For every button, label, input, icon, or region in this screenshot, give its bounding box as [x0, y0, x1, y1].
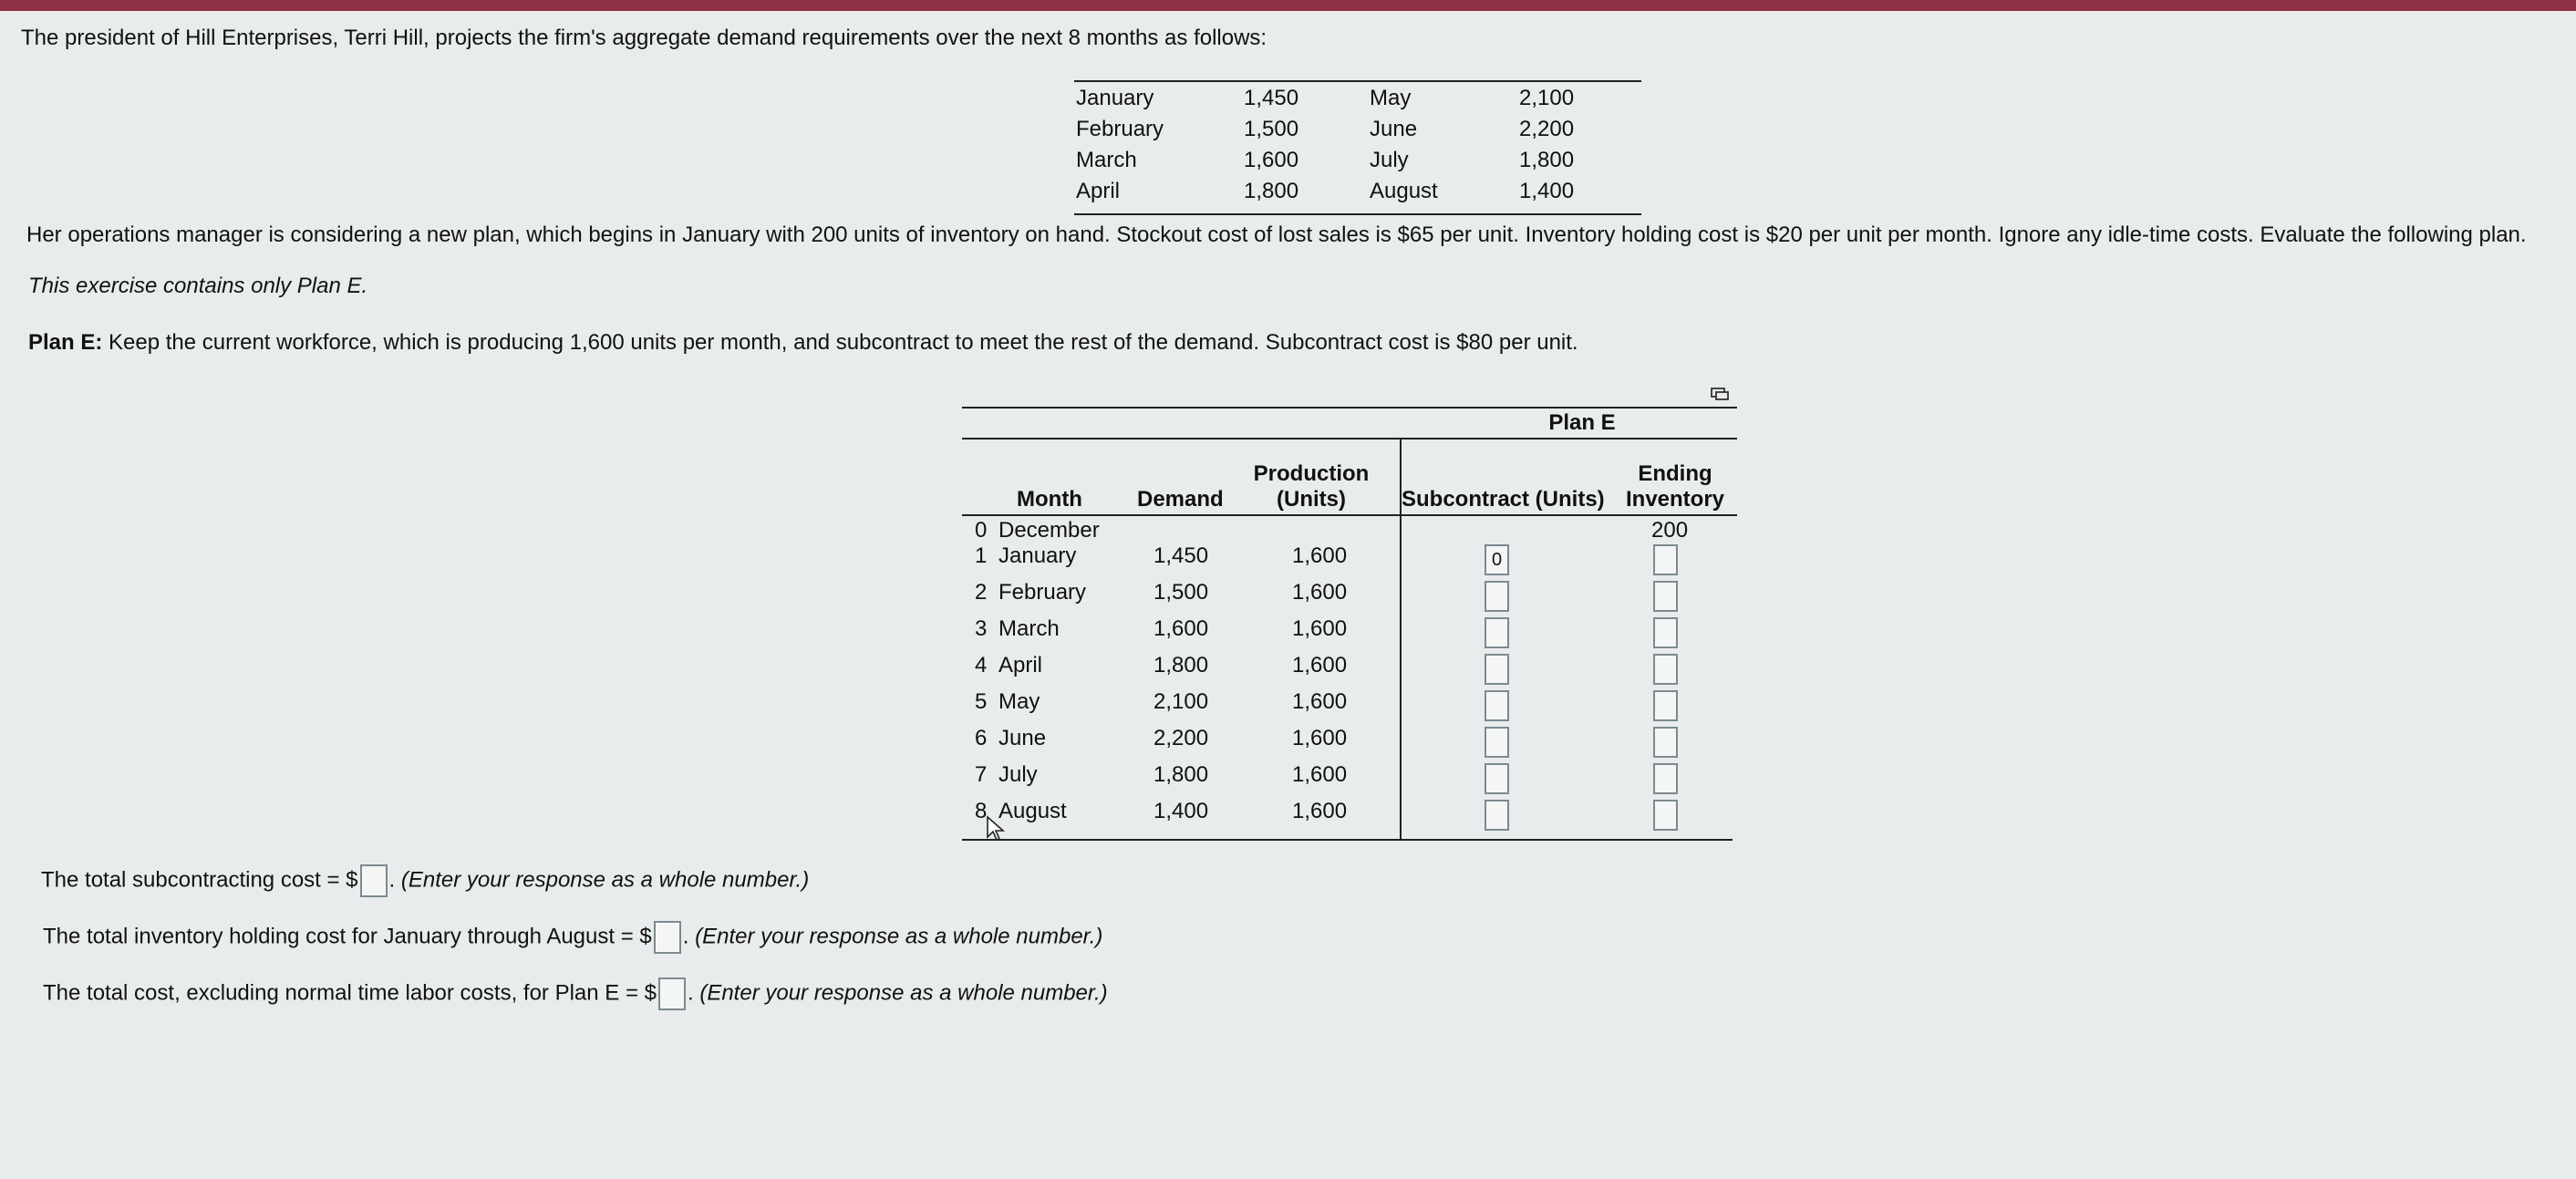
subcontract-input[interactable]: [1485, 690, 1509, 721]
subcontract-input[interactable]: [1485, 763, 1509, 794]
subcontract-header: Subcontract (Units): [1402, 487, 1605, 512]
row-month: August: [998, 799, 1067, 823]
holding-cost-input[interactable]: [654, 921, 681, 954]
demand-value: 1,450: [1244, 86, 1299, 110]
plan-description: Her operations manager is considering a new plan, which begins in January with 200 units of inventory on hand. Stockout cost of lost sales is $65 per unit. Inventory holding cost is $20 per unit per month. Ignore any idle-time costs. Evaluate the following plan.: [26, 222, 2527, 247]
production-header: [1252, 461, 1371, 512]
row-production: 1,600: [1292, 616, 1348, 641]
row-demand: 1,400: [1154, 799, 1209, 823]
demand-month: July: [1370, 148, 1409, 172]
month-header: Month: [1017, 487, 1082, 512]
subcontract-input[interactable]: [1485, 654, 1509, 685]
subcontracting-cost-input[interactable]: [360, 864, 388, 897]
question-text: The total inventory holding cost for January through August = $: [43, 924, 652, 949]
ending-inventory-input[interactable]: [1653, 727, 1678, 758]
ending-header-line1: Ending: [1638, 461, 1712, 486]
row-number: 5: [975, 689, 988, 714]
question-total-cost: The total cost, excluding normal time labor costs, for Plan E = $ . (Enter your response as a whole number.): [43, 977, 1108, 1010]
row-production: 1,600: [1292, 543, 1348, 568]
question-text: The total subcontracting cost = $: [41, 867, 358, 893]
table-divider: [1400, 438, 1402, 839]
demand-month: February: [1076, 117, 1164, 141]
row-month: July: [998, 762, 1038, 787]
subcontract-input[interactable]: [1485, 800, 1509, 831]
ending-header-line2: Inventory: [1625, 487, 1725, 512]
row-production: 1,600: [1292, 799, 1348, 823]
row-demand: 1,800: [1154, 762, 1209, 787]
row-demand: 1,500: [1154, 580, 1209, 605]
row-number: 8: [975, 799, 988, 823]
demand-value: 1,500: [1244, 117, 1299, 141]
row-month: June: [998, 726, 1047, 750]
row-demand: 1,450: [1154, 543, 1209, 568]
row-demand: 1,600: [1154, 616, 1209, 641]
row-number: 6: [975, 726, 988, 750]
demand-table: [1074, 80, 1641, 215]
row-number: 4: [975, 653, 988, 677]
demand-value: 2,200: [1519, 117, 1575, 141]
row-demand: 2,100: [1154, 689, 1209, 714]
row-production: 1,600: [1292, 762, 1348, 787]
row-number: 0: [975, 518, 988, 543]
row-production: 1,600: [1292, 726, 1348, 750]
row-production: 1,600: [1292, 689, 1348, 714]
ending-inventory-input[interactable]: [1653, 800, 1678, 831]
row-demand: 1,800: [1154, 653, 1209, 677]
row-number: 2: [975, 580, 988, 605]
production-header-line2: (Units): [1277, 487, 1346, 512]
row-production: 1,600: [1292, 653, 1348, 677]
question-holding-cost: The total inventory holding cost for January through August = $ . (Enter your response as a whole number.): [43, 921, 1102, 954]
row-number: 1: [975, 543, 988, 568]
question-hint: (Enter your response as a whole number.): [695, 924, 1103, 949]
ending-inventory-input[interactable]: [1653, 690, 1678, 721]
plan-e-label: Plan E:: [28, 330, 103, 355]
row-month: February: [998, 580, 1087, 605]
intro-text: The president of Hill Enterprises, Terri Hill, projects the firm's aggregate demand requirements over the next 8 months as follows:: [21, 26, 1267, 50]
row-production: 1,600: [1292, 580, 1348, 605]
question-hint: (Enter your response as a whole number.): [699, 980, 1108, 1006]
demand-month: April: [1076, 179, 1121, 203]
demand-month: May: [1370, 86, 1412, 110]
row-month: March: [998, 616, 1060, 641]
row-month: January: [998, 543, 1077, 568]
table-rule: [962, 839, 1733, 841]
copy-table-icon[interactable]: [1710, 387, 1730, 401]
demand-header: Demand: [1137, 487, 1224, 512]
total-cost-input[interactable]: [658, 977, 686, 1010]
demand-value: 1,600: [1244, 148, 1299, 172]
table-rule: [962, 514, 1737, 516]
table-rule: [962, 407, 1737, 409]
demand-value: 1,800: [1519, 148, 1575, 172]
starting-inventory-value: 200: [1651, 518, 1689, 543]
demand-month: August: [1370, 179, 1438, 203]
demand-month: March: [1076, 148, 1137, 172]
production-header-line1: Production: [1253, 461, 1370, 486]
row-month: May: [998, 689, 1040, 714]
plan-e-text: Keep the current workforce, which is producing 1,600 units per month, and subcontract to meet the rest of the demand. Subcontract cost is $80 per unit.: [109, 330, 1578, 355]
plan-e-group-header: Plan E: [1548, 410, 1616, 435]
question-hint: (Enter your response as a whole number.): [400, 867, 810, 893]
subcontract-input[interactable]: [1485, 581, 1509, 612]
table-rule: [962, 438, 1737, 440]
mouse-cursor-icon: [986, 815, 1006, 843]
question-subcontracting-cost: The total subcontracting cost = $ . (Enter your response as a whole number.): [41, 864, 809, 897]
demand-month: June: [1370, 117, 1418, 141]
ending-inventory-input[interactable]: [1653, 581, 1678, 612]
row-demand: 2,200: [1154, 726, 1209, 750]
exercise-note: This exercise contains only Plan E.: [28, 274, 368, 298]
row-number: 7: [975, 762, 988, 787]
ending-inventory-input[interactable]: [1653, 654, 1678, 685]
demand-month: January: [1076, 86, 1154, 110]
demand-value: 1,400: [1519, 179, 1575, 203]
plan-e-description: [28, 330, 1578, 356]
demand-value: 2,100: [1519, 86, 1575, 110]
ending-inventory-input[interactable]: [1653, 617, 1678, 648]
ending-inventory-header: [1620, 461, 1730, 512]
demand-value: 1,800: [1244, 179, 1299, 203]
ending-inventory-input[interactable]: [1653, 763, 1678, 794]
ending-inventory-input[interactable]: [1653, 544, 1678, 575]
plan-e-table: [962, 407, 1737, 841]
subcontract-input[interactable]: [1485, 617, 1509, 648]
row-month: December: [998, 518, 1100, 543]
subcontract-input-january[interactable]: 0: [1485, 544, 1509, 575]
row-month: April: [998, 653, 1043, 677]
row-number: 3: [975, 616, 988, 641]
top-accent-bar: [0, 0, 2576, 11]
question-text: The total cost, excluding normal time labor costs, for Plan E = $: [43, 980, 657, 1006]
subcontract-input[interactable]: [1485, 727, 1509, 758]
